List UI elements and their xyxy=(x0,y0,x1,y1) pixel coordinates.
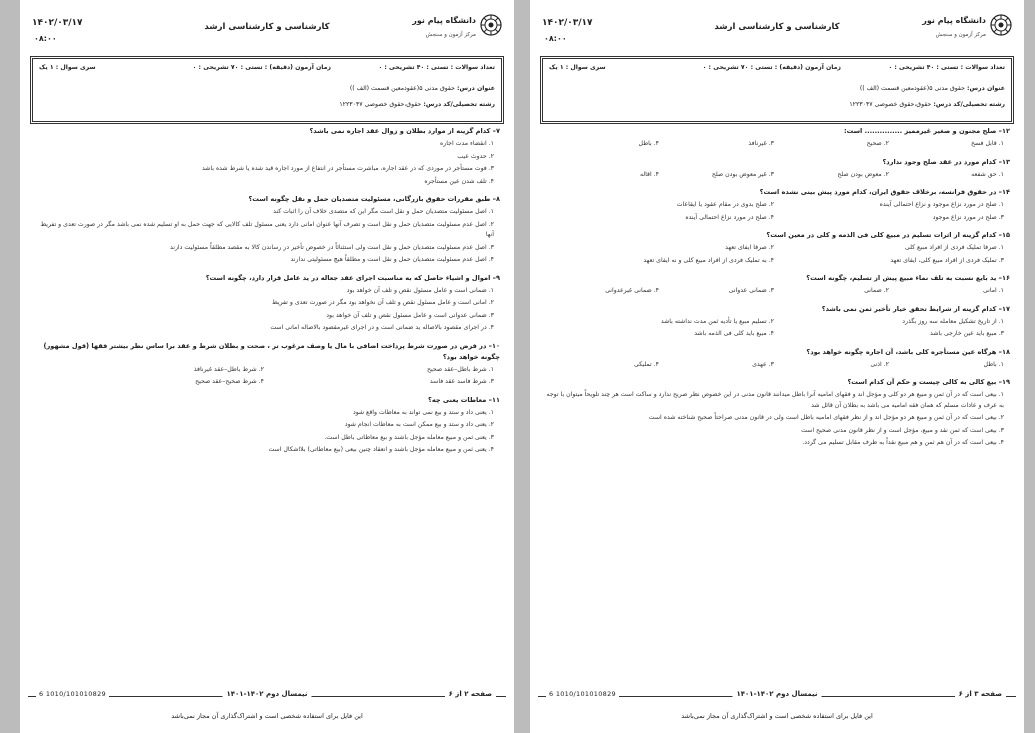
question-block xyxy=(544,377,1010,449)
answer-option: ۴. باطل xyxy=(638,140,659,147)
page-number: صفحه ۲ از ۶ xyxy=(445,690,496,698)
field-code xyxy=(339,101,495,108)
exam-title: کارشناسی و کارشناسی ارشد xyxy=(714,22,840,32)
answer-option: ۳. تملیک فردی از افراد مبیع کلی، ایفای تعهد xyxy=(890,256,1004,264)
question-block xyxy=(544,273,1010,297)
exam-info-box xyxy=(30,56,504,124)
exam-title: کارشناسی و کارشناسی ارشد xyxy=(204,22,330,32)
question-block xyxy=(34,194,500,266)
answer-option: ۴. اصل عدم مسئولیت متصدیان حمل و نقل است و مطلقاً هیچ مسئولیتی ندارند xyxy=(290,256,494,263)
university-name: دانشگاه پیام نور xyxy=(922,16,986,25)
question-count: تعداد سوالات : تستی : ۴۰ تشریحی : ۰ xyxy=(888,64,1005,71)
answer-option: ۳. ضمانی عدوانی xyxy=(728,287,774,294)
center-name: مرکز آزمون و سنجش xyxy=(935,32,986,38)
answer-option: ۱. باطل xyxy=(983,360,1004,368)
answer-option: ۴. تلف شدن عین مستأجره xyxy=(424,177,494,185)
answer-option: ۲. حدوث عیب xyxy=(457,152,494,160)
question-block xyxy=(34,341,500,388)
answer-option: ۲. معوض بودن صلح xyxy=(837,170,889,178)
answer-option: ۲. یعنی داد و ستد و بیع ممکن است به معاطات انجام شود xyxy=(344,421,494,428)
semester-label: نیمسال دوم ۱۴۰۲-۱۴۰۱ xyxy=(222,690,311,698)
question-text: ۸– طبق مقررات حقوق بازرگانی، مسئولیت متصدیان حمل و نقل چگونه است؟ xyxy=(248,195,500,203)
course-title-value: حقوق مدنی ۵(عقودمعین قسمت (الف )) xyxy=(859,85,965,92)
question-count: تعداد سوالات : تستی : ۴۰ تشریحی : ۰ xyxy=(378,64,495,71)
question-text: ۷– کدام گزینه از موارد بطلان و زوال عقد اجاره نمی باشد؟ xyxy=(309,127,500,135)
copyright-warning: این فایل برای استفاده شخصی است و اشتراک‌گذاری آن مجاز نمی‌باشد xyxy=(681,712,873,720)
answer-option: ۴. یعنی ثمن و مبیع معامله مؤجل باشند و انعقاد چنین بیعی (بیع معاطاتی) بلااشکال است xyxy=(268,446,494,453)
course-title xyxy=(860,85,1005,92)
answer-option: ۳. ضمانی عدوانی است و عامل مسئول نقص و تلف آن خواهد بود xyxy=(326,311,494,319)
question-series: سری سوال : ۱ یک xyxy=(39,64,96,71)
answer-option: ۳. فوت مستأجر در موردی که در عقد اجاره، مباشرت مستأجر در انتفاع از مورد اجاره قید شده یا شرط شده باشد xyxy=(201,165,494,172)
questions-area xyxy=(544,126,1010,677)
course-title-value: حقوق مدنی ۵(عقودمعین قسمت (الف )) xyxy=(349,85,455,92)
course-title-label: عنوان درس: xyxy=(967,85,1005,92)
university-name: دانشگاه پیام نور xyxy=(412,16,476,25)
question-text: ۱۹– بیع کالی به کالی چیست و حکم آن کدام است؟ xyxy=(847,378,1010,386)
barcode-number: 1010/101010829 6 xyxy=(546,690,619,698)
options-grid xyxy=(544,241,1010,266)
answer-option: ۱. صرفا تملیک فردی از افراد مبیع کلی xyxy=(904,244,1004,251)
exam-time: ۰۸:۰۰ xyxy=(34,34,57,43)
page-header xyxy=(542,10,1012,50)
question-block xyxy=(544,187,1010,223)
answer-option: ۴. صلح در مورد نزاع احتمالی آینده xyxy=(685,213,774,221)
exam-time: ۰۸:۰۰ xyxy=(544,34,567,43)
answer-option: ۴. ضمانی غیرعدوانی xyxy=(605,287,659,294)
answer-option: ۳. صلح در مورد نزاع موجود xyxy=(932,213,1004,221)
answer-option: ۴. بیعی است که در آن هم ثمن و هم مبیع نقداً به طرف مقابل تسلیم می گردد. xyxy=(802,439,1004,446)
answer-option: ۲. امانی است و عامل مسئول نقص و تلف آن نخواهد بود مگر در صورت تعدی و تفریط xyxy=(272,299,494,306)
answer-option: ۲. اذنی xyxy=(870,360,889,368)
options-grid xyxy=(544,358,1010,371)
question-block xyxy=(544,126,1010,150)
answer-option: ۴. شرط صحیح–عقد صحیح xyxy=(195,378,264,385)
exam-info-box xyxy=(540,56,1014,124)
question-text: ۱۴– در حقوق فرانسه، برخلاف حقوق ایران، کدام مورد پیش بینی نشده است؟ xyxy=(759,188,1010,196)
field-code-value: حقوق،حقوق خصوصی ۱۲۲۳۰۴۷ xyxy=(339,101,422,108)
question-series: سری سوال : ۱ یک xyxy=(549,64,606,71)
answer-option: ۲. بیعی است که در آن ثمن و مبیع هر دو مؤجل اند و از نظر فقهای امامیه باطل است ولی در قانون مدنی صراحتاً صحیح شناخته شده است xyxy=(648,414,1004,421)
options-grid xyxy=(544,168,1010,181)
answer-option: ۱. شرط باطل–عقد صحیح xyxy=(426,365,494,373)
answer-option: ۱. بیعی است که در آن ثمن و مبیع هر دو کلی و مؤجل اند و فقهای امامیه آنرا باطل میدانند قانون مدنی در این خصوص نظر صریح ندارد و ساکت است هر چند تلویحاً میتوان با توجه به عرف و عادات مسلم که همان فقه امامیه می باشد به بطلان آن قائل شد xyxy=(546,391,1004,409)
course-title xyxy=(350,85,495,92)
answer-option: ۱. صلح در مورد نزاع موجود و نزاع احتمالی آینده xyxy=(879,201,1004,208)
options-grid xyxy=(544,284,1010,297)
answer-option: ۳. یعنی ثمن و مبیع معامله مؤجل باشند و بیع معاطاتی باطل است. xyxy=(324,433,494,441)
answer-option: ۳. اصل عدم مسئولیت متصدیان حمل و نقل است ولی استثنائاً در خصوص تأخیر در رساندن کالا به مقصد مطلقاً مسئولیت دارند xyxy=(169,243,494,251)
answer-option: ۱. قابل فسخ xyxy=(971,140,1004,147)
exam-date: ۱۴۰۲/۰۳/۱۷ xyxy=(32,18,83,28)
options-grid xyxy=(544,137,1010,150)
page-footer xyxy=(28,690,506,702)
page-footer xyxy=(538,690,1016,702)
field-code-label: رشته تحصیلی/کد درس: xyxy=(933,101,1005,108)
options-grid xyxy=(544,315,1010,340)
answer-option: ۱. اصل مسئولیت متصدیان حمل و نقل است مگر این که متصدی خلاف آن را اثبات کند xyxy=(273,208,494,215)
answer-option: ۲. صحیح xyxy=(866,140,889,147)
question-block xyxy=(544,157,1010,181)
answer-option: ۲. تسلیم مبیع یا تأدیه ثمن مدت نداشته باشد xyxy=(660,317,774,325)
semester-label: نیمسال دوم ۱۴۰۲-۱۴۰۱ xyxy=(732,690,821,698)
question-text: ۱۳– کدام مورد در عقد صلح وجود ندارد؟ xyxy=(882,157,1010,166)
question-block xyxy=(34,273,500,334)
page-header xyxy=(32,10,502,50)
exam-page-left xyxy=(20,0,514,733)
answer-option: ۴. تملیکی xyxy=(633,360,659,368)
answer-option: ۱. یعنی داد و ستد و بیع نمی تواند به معاطات واقع شود xyxy=(352,408,494,416)
answer-option: ۳. بیعی است که ثمن نقد و مبیع، مؤجل است و از نظر قانون مدنی صحیح است xyxy=(801,426,1004,434)
answer-option: ۳. غیرنافذ xyxy=(748,140,774,147)
exam-duration: زمان آزمون (دقیقه) : تستی : ۷۰ تشریحی : ۰ xyxy=(192,64,331,71)
question-text: ۱۶– ید بایع نسبت به تلف نماء مبیع پیش از تسلیم، چگونه است؟ xyxy=(806,274,1010,282)
answer-option: ۲. اصل عدم مسئولیت متصدیان حمل و نقل است و تصرف آنها عنوان امانی دارد یعنی مسئول تلف کالایی که جهت حمل به او تسلیم شده نمی باشد مگر در صورت تعدی و تفریط آنها xyxy=(40,220,494,238)
answer-option: ۱. حق شفعه xyxy=(971,170,1004,178)
course-title-label: عنوان درس: xyxy=(457,85,495,92)
answer-option: ۴. اقاله xyxy=(639,170,659,178)
question-text: ۱۸– هرگاه عین مستأجره کلی باشد، آن اجاره چگونه خواهد بود؟ xyxy=(806,347,1010,356)
question-text: ۱۱– معاطات یعنی چه؟ xyxy=(428,395,500,404)
answer-option: ۴. مبیع باید کلی فی الذمه باشد xyxy=(694,330,774,337)
question-text: ۱۷– کدام گزینه از شرایط تحقق خیار تأخیر ثمن نمی باشد؟ xyxy=(821,304,1010,313)
question-text: ۱۲– صلح مجنون و صغیر غیرممیز ............... است: xyxy=(843,127,1010,135)
page-number: صفحه ۳ از ۶ xyxy=(955,690,1006,698)
answer-option: ۳. عهدی xyxy=(752,360,774,368)
question-block xyxy=(544,230,1010,266)
options-grid xyxy=(544,198,1010,223)
exam-duration: زمان آزمون (دقیقه) : تستی : ۷۰ تشریحی : ۰ xyxy=(702,64,841,71)
answer-option: ۱. از تاریخ تشکیل معامله سه روز بگذرد xyxy=(902,317,1004,325)
answer-option: ۱. ضمانی است و عامل مسئول نقص و تلف آن خواهد بود xyxy=(346,286,494,294)
question-block xyxy=(544,304,1010,340)
question-block xyxy=(34,126,500,187)
answer-option: ۳. شرط فاسد عقد فاسد xyxy=(429,378,494,385)
question-text: ۱۰– در فرض در صورت شرط پرداخت اضافی با مال یا وصف مرغوب تر ، صحت و بطلان شرط و عقد برا ساس نظر بیشتر فقها (قول مشهور) چگونه خواهد بود؟ xyxy=(43,341,500,361)
answer-option: ۲. ضمانی xyxy=(864,287,889,294)
barcode-number: 1010/101010829 6 xyxy=(36,690,109,698)
question-block xyxy=(544,347,1010,371)
answer-option: ۱. امانی xyxy=(982,287,1004,294)
answer-option: ۳. غیر معوض بودن صلح xyxy=(711,170,774,178)
field-code-value: حقوق،حقوق خصوصی ۱۲۲۳۰۴۷ xyxy=(849,101,932,108)
question-text: ۱۵– کدام گزینه از اثرات تسلیم در مبیع کلی فی الذمه و کلی در معین است؟ xyxy=(766,231,1010,239)
questions-area xyxy=(34,126,500,677)
answer-option: ۲. صرفا ایفای تعهد xyxy=(725,244,774,251)
exam-date: ۱۴۰۲/۰۳/۱۷ xyxy=(542,18,593,28)
answer-option: ۳. مبیع باید عین خارجی باشد xyxy=(929,330,1004,337)
field-code-label: رشته تحصیلی/کد درس: xyxy=(423,101,495,108)
copyright-warning: این فایل برای استفاده شخصی است و اشتراک‌گذاری آن مجاز نمی‌باشد xyxy=(171,712,363,720)
exam-page-right xyxy=(530,0,1024,733)
field-code xyxy=(849,101,1005,108)
answer-option: ۲. صلح بدوی در مقام عقود یا ایقاعات xyxy=(676,201,774,208)
question-block xyxy=(34,395,500,456)
answer-option: ۴. به تملیک فردی از افراد مبیع کلی و نه ایفای تعهد xyxy=(643,256,774,264)
question-text: ۹– اموال و اشیاء حاصل که به مناسبت اجرای عقد جعاله در ید عامل قرار دارد، چگونه است؟ xyxy=(205,273,500,282)
answer-option: ۴. در اجرای مقصود بالاصاله ید ضمانی است و در اجرای غیرمقصود بالاصاله امانی است xyxy=(270,324,494,331)
answer-option: ۱. انقضاء مدت اجاره xyxy=(440,140,494,147)
center-name: مرکز آزمون و سنجش xyxy=(425,32,476,38)
options-grid xyxy=(34,363,500,388)
answer-option: ۲. شرط باطل–عقد غیرنافذ xyxy=(193,365,264,373)
